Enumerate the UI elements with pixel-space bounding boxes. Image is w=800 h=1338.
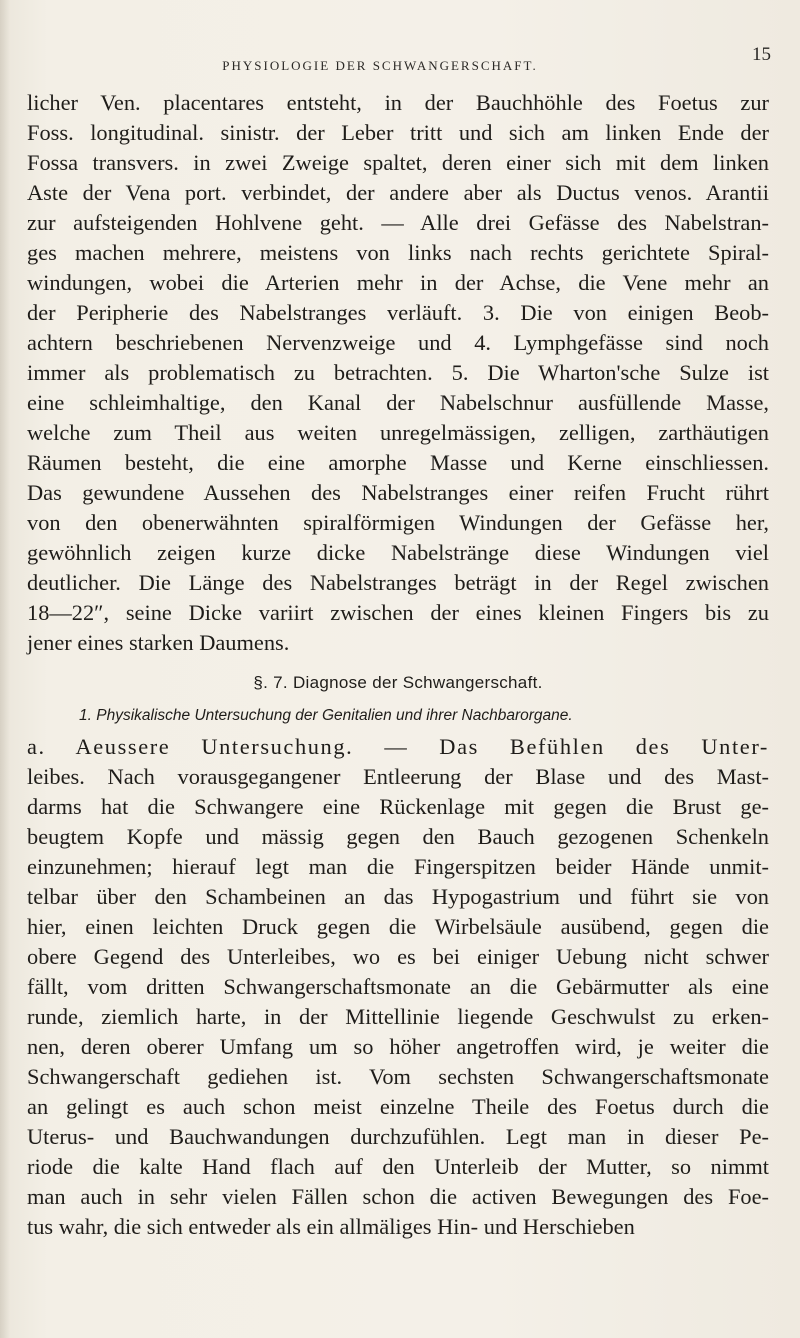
running-head: PHYSIOLOGIE DER SCHWANGERSCHAFT.	[222, 58, 538, 73]
text-line: achtern beschriebenen Nervenzweige und 4. Lymphgefässe sind noch	[27, 330, 769, 355]
text-line: leibes. Nach vorausgegangener Entleerung der Blase und des Mast-	[27, 764, 769, 789]
text-line: deutlicher. Die Länge des Nabelstranges beträgt in der Regel zwischen	[27, 570, 769, 595]
paragraph-umbilical-cord	[27, 88, 769, 658]
text-line: riode die kalte Hand flach auf den Unterleib der Mutter, so nimmt	[27, 1154, 769, 1179]
text-line: an gelingt es auch schon meist einzelne Theile des Foetus durch die	[27, 1094, 769, 1119]
text-line: Schwangerschaft gediehen ist. Vom sechsten Schwangerschaftsmonate	[27, 1064, 769, 1089]
text-line: man auch in sehr vielen Fällen schon die activen Bewegungen des Foe-	[27, 1184, 769, 1209]
text-line: Fossa transvers. in zwei Zweige spaltet, deren einer sich mit dem linken	[27, 150, 769, 175]
text-line: immer als problematisch zu betrachten. 5. Die Wharton'sche Sulze ist	[27, 360, 769, 385]
text-line: Aste der Vena port. verbindet, der andere aber als Ductus venos. Arantii	[27, 180, 769, 205]
text-line: welche zum Theil aus weiten unregelmässigen, zelligen, zarthäutigen	[27, 420, 769, 445]
text-line: darms hat die Schwangere eine Rückenlage mit gegen die Brust ge-	[27, 794, 769, 819]
text-line: eine schleimhaltige, den Kanal der Nabelschnur ausfüllende Masse,	[27, 390, 769, 415]
paragraph-external-examination	[27, 732, 769, 1242]
text-line: obere Gegend des Unterleibes, wo es bei einiger Uebung nicht schwer	[27, 944, 769, 969]
text-line: gewöhnlich zeigen kurze dicke Nabelstränge diese Windungen viel	[27, 540, 769, 565]
text-line: licher Ven. placentares entsteht, in der Bauchhöhle des Foetus zur	[27, 90, 769, 115]
text-line: windungen, wobei die Arterien mehr in der Achse, die Vene mehr an	[27, 270, 769, 295]
text-line: fällt, vom dritten Schwangerschaftsmonate an die Gebärmutter als eine	[27, 974, 769, 999]
page-number: 15	[752, 44, 771, 65]
text-line: von den obenerwähnten spiralförmigen Windungen der Gefässe her,	[27, 510, 769, 535]
spine-shadow	[0, 0, 10, 1338]
text-line: Das gewundene Aussehen des Nabelstranges einer reifen Frucht rührt	[27, 480, 769, 505]
text-line: nen, deren oberer Umfang um so höher angetroffen wird, je weiter die	[27, 1034, 769, 1059]
text-line: beugtem Kopfe und mässig gegen den Bauch gezogenen Schenkeln	[27, 824, 769, 849]
text-line: der Peripherie des Nabelstranges verläuft. 3. Die von einigen Beob-	[27, 300, 769, 325]
text-line: runde, ziemlich harte, in der Mittellinie liegende Geschwulst zu erken-	[27, 1004, 769, 1029]
section-heading: §. 7. Diagnose der Schwangerschaft.	[253, 673, 543, 692]
text-line: jener eines starken Daumens.	[27, 630, 290, 655]
sub-heading: 1. Physikalische Untersuchung der Genitalien und ihrer Nachbarorgane.	[79, 707, 573, 724]
text-line: Foss. longitudinal. sinistr. der Leber tritt und sich am linken Ende der	[27, 120, 769, 145]
text-line: tus wahr, die sich entweder als ein allmäliges Hin- und Herschieben	[27, 1214, 635, 1239]
text-line: 18—22″, seine Dicke variirt zwischen der eines kleinen Fingers bis zu	[27, 600, 769, 625]
text-line: hier, einen leichten Druck gegen die Wirbelsäule ausübend, gegen die	[27, 914, 769, 939]
text-line: telbar über den Schambeinen an das Hypogastrium und führt sie von	[27, 884, 769, 909]
lead-line: a. Aeussere Untersuchung. — Das Befühlen des Unter-	[27, 734, 769, 759]
text-line: einzunehmen; hierauf legt man die Fingerspitzen beider Hände unmit-	[27, 854, 769, 879]
body-text	[27, 88, 769, 1242]
text-line: ges machen mehrere, meistens von links nach rechts gerichtete Spiral-	[27, 240, 769, 265]
text-line: zur aufsteigenden Hohlvene geht. — Alle drei Gefässe des Nabelstran-	[27, 210, 769, 235]
text-line: Räumen besteht, die eine amorphe Masse und Kerne einschliessen.	[27, 450, 769, 475]
text-line: Uterus- und Bauchwandungen durchzufühlen. Legt man in dieser Pe-	[27, 1124, 769, 1149]
